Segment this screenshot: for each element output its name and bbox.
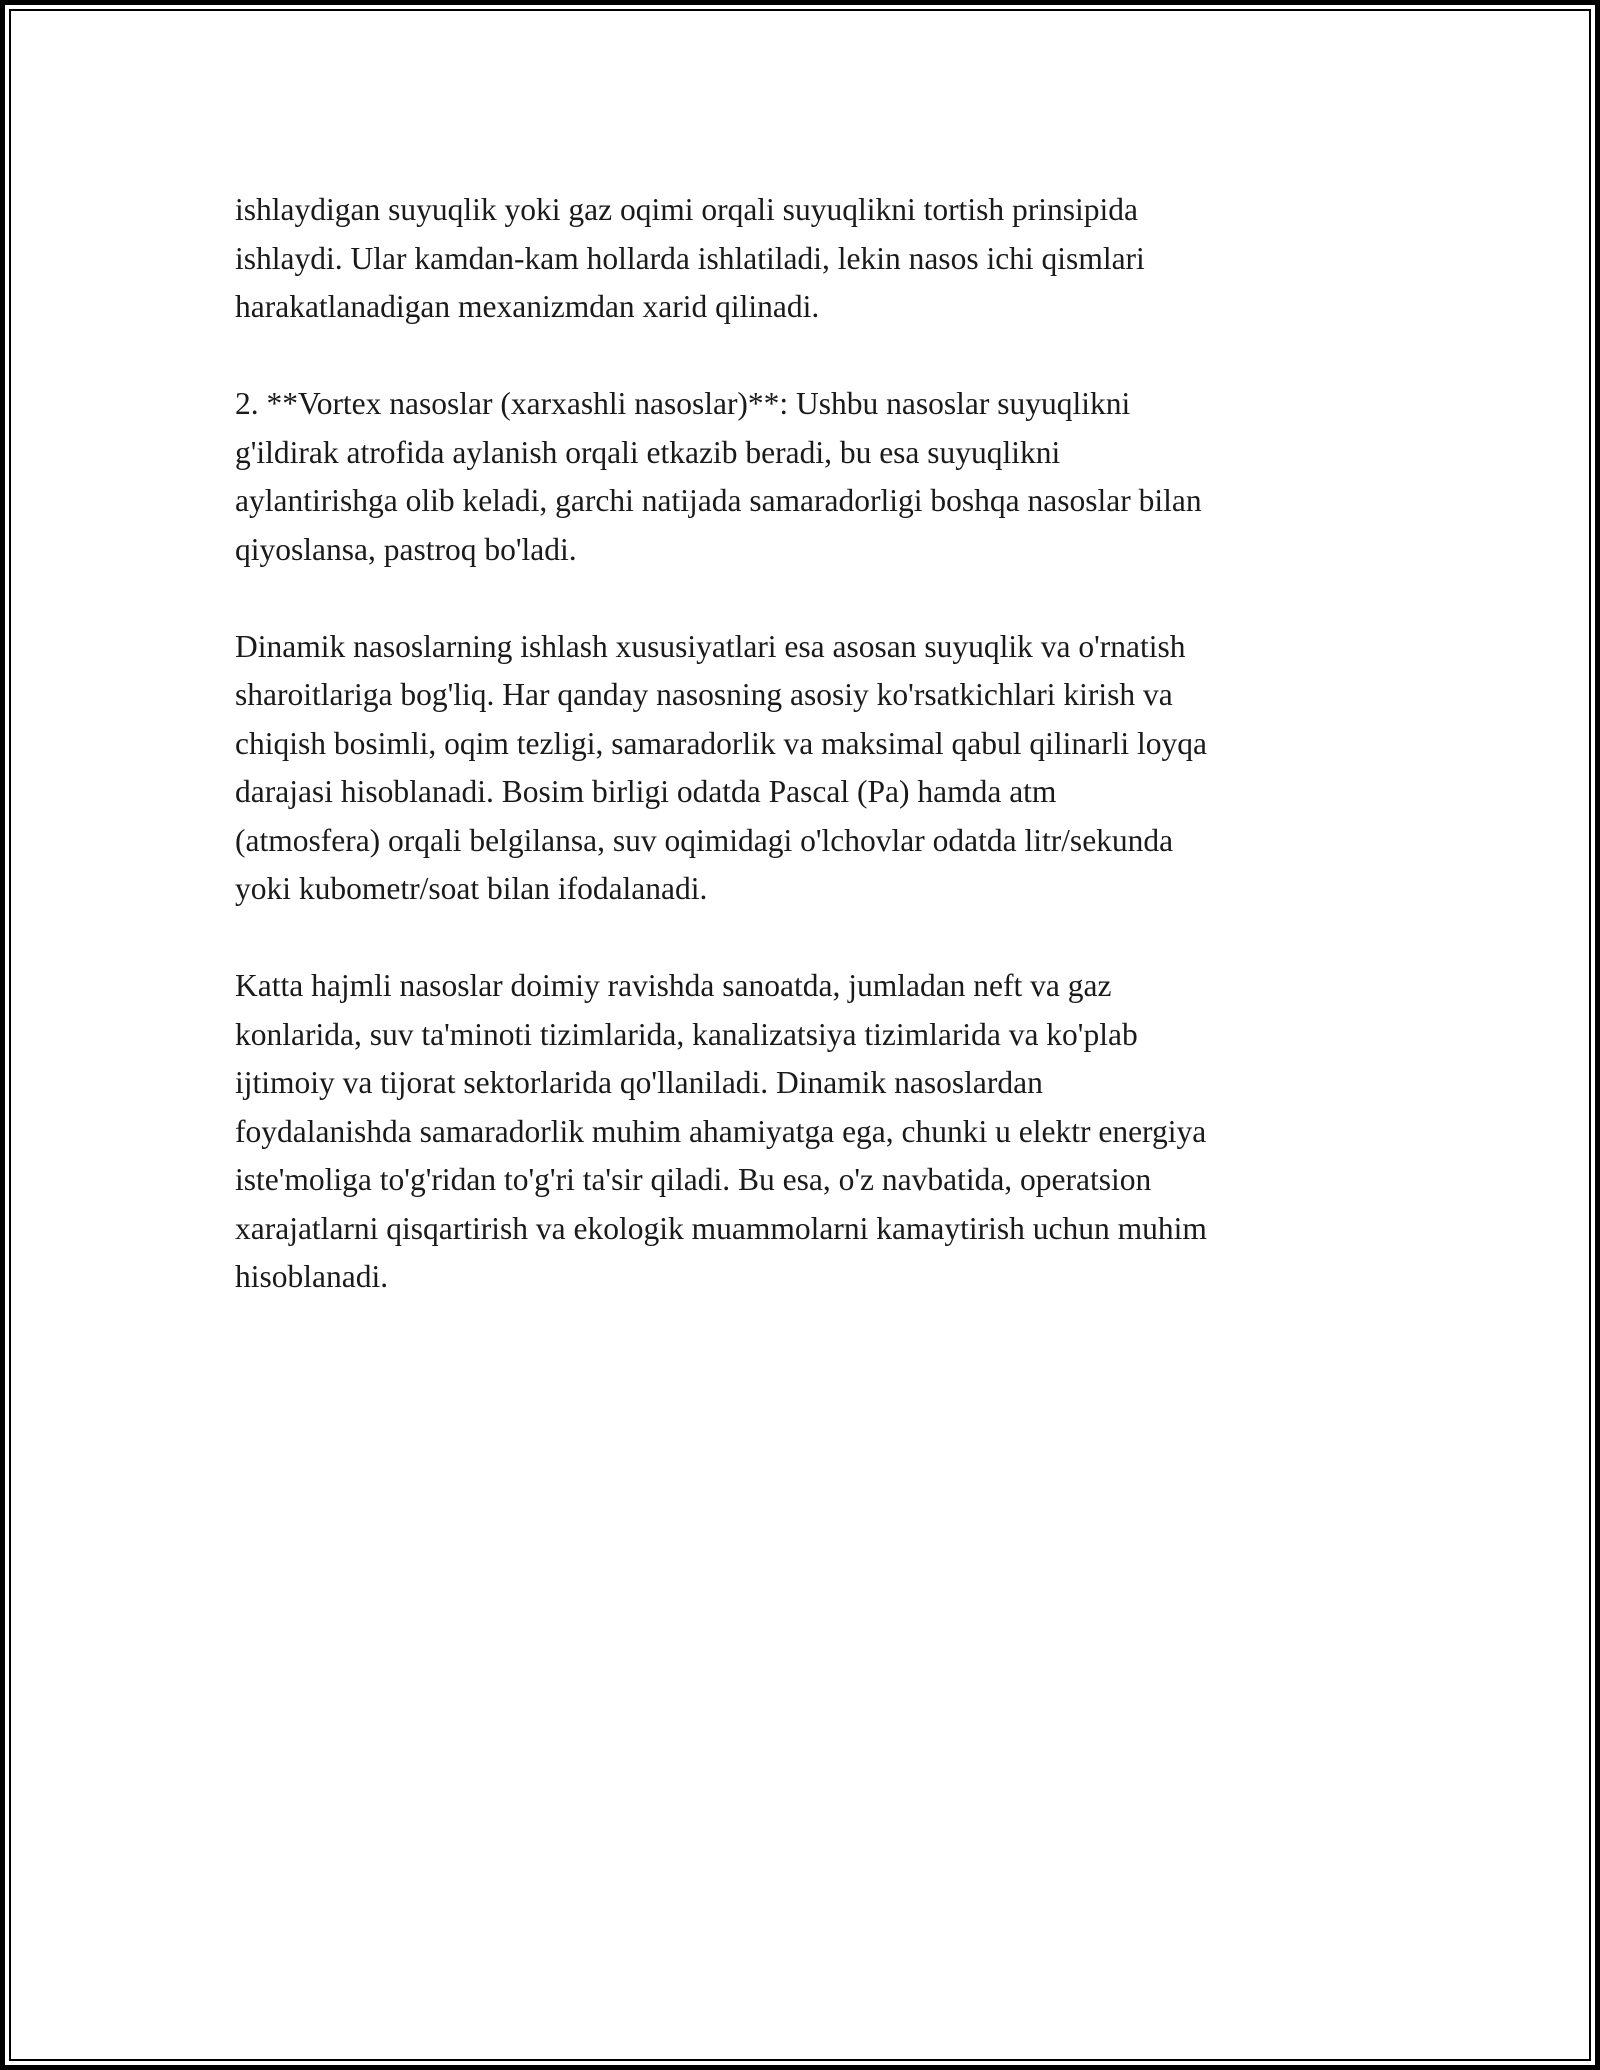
text-line: g'ildirak atrofida aylanish orqali etkazib beradi, bu esa suyuqlikni [235, 434, 1061, 470]
text-line: chiqish bosimli, oqim tezligi, samaradorlik va maksimal qabul qilinarli loyqa [235, 725, 1207, 761]
text-line: ishlaydigan suyuqlik yoki gaz oqimi orqali suyuqlikni tortish prinsipida [235, 192, 1138, 227]
paragraph-2 [235, 380, 1375, 574]
text-line: (atmosfera) orqali belgilansa, suv oqimidagi o'lchovlar odatda litr/sekunda [235, 822, 1174, 858]
text-line: sharoitlariga bog'liq. Har qanday nasosning asosiy ko'rsatkichlari kirish va [235, 677, 1173, 712]
text-line: 2. **Vortex nasoslar (xarxashli nasoslar)**: Ushbu nasoslar suyuqlikni [235, 386, 1131, 421]
paragraph-1 [235, 186, 1375, 332]
text-line: darajasi hisoblanadi. Bosim birligi odatda Pascal (Pa) hamda atm [235, 774, 1057, 809]
text-line: xarajatlarni qisqartirish va ekologik muammolarni kamaytirish uchun muhim [235, 1210, 1207, 1246]
text-line: konlarida, suv ta'minoti tizimlarida, kanalizatsiya tizimlarida va ko'plab [235, 1016, 1138, 1052]
text-line: iste'moliga to'g'ridan to'g'ri ta'sir qiladi. Bu esa, o'z navbatida, operatsion [235, 1162, 1152, 1197]
text-line: hisoblanadi. [235, 1259, 389, 1294]
text-line: ishlaydi. Ular kamdan-kam hollarda ishlatiladi, lekin nasos ichi qismlari [235, 240, 1145, 276]
text-line: ijtimoiy va tijorat sektorlarida qo'llaniladi. Dinamik nasoslardan [235, 1065, 1043, 1100]
paragraph-4 [235, 962, 1375, 1302]
text-line: harakatlanadigan mexanizmdan xarid qilinadi. [235, 289, 820, 324]
text-line: Dinamik nasoslarning ishlash xususiyatlari esa asosan suyuqlik va o'rnatish [235, 628, 1186, 664]
paragraph-3 [235, 623, 1375, 914]
text-line: foydalanishda samaradorlik muhim ahamiyatga ega, chunki u elektr energiya [235, 1113, 1207, 1149]
text-line: yoki kubometr/soat bilan ifodalanadi. [235, 871, 708, 906]
text-line: Katta hajmli nasoslar doimiy ravishda sanoatda, jumladan neft va gaz [235, 968, 1112, 1003]
text-line: aylantirishga olib keladi, garchi natijada samaradorligi boshqa nasoslar bilan [235, 483, 1202, 518]
document-body [235, 186, 1375, 1350]
text-line: qiyoslansa, pastroq bo'ladi. [235, 531, 577, 567]
